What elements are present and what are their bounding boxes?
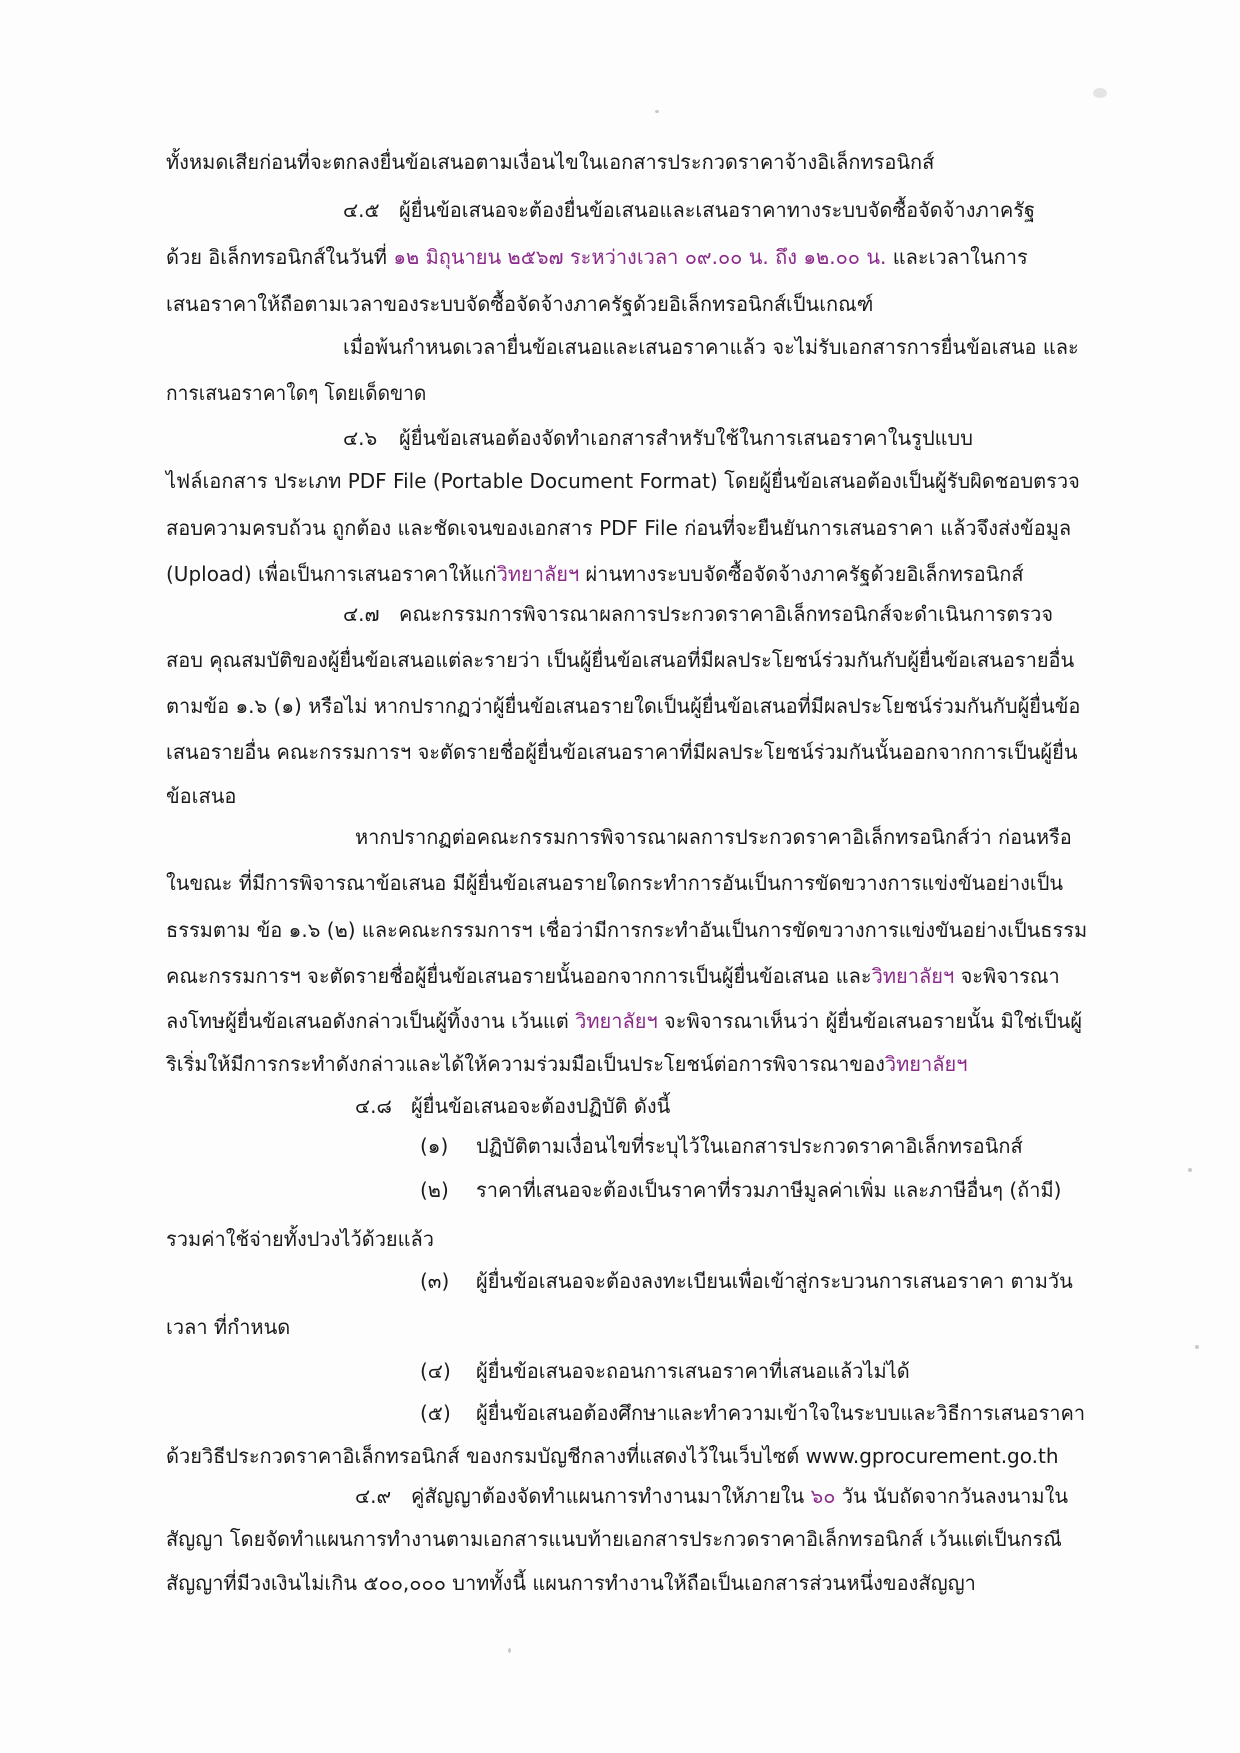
clause-number: ๔.๖ — [343, 426, 378, 450]
paragraph-line-p10 — [166, 560, 1024, 588]
paragraph-line-p2 — [343, 196, 1035, 224]
paragraph-line-p7 — [343, 424, 973, 452]
paragraph-line-p13 — [166, 692, 1080, 720]
body-text: สอบ คุณสมบัติของผู้ยื่นข้อเสนอแต่ละรายว่า เป็นผู้ยื่นข้อเสนอที่มีผลประโยชน์ร่วมกันกับผู้ยื่นข้อเสนอรายอื่น — [166, 648, 1075, 672]
body-text: สอบความครบถ้วน ถูกต้อง และชัดเจนของเอกสาร PDF File ก่อนที่จะยืนยันการเสนอราคา แล้วจึงส่งข้อมูล — [166, 516, 1072, 540]
paragraph-line-p19 — [166, 962, 1060, 990]
body-text: ไฟล์เอกสาร ประเภท PDF File (Portable Document Format) โดยผู้ยื่นข้อเสนอต้องเป็นผู้รับผิดชอบตรวจ — [166, 469, 1080, 493]
paragraph-line-p4 — [166, 290, 873, 318]
body-text: รวมค่าใช้จ่ายทั้งปวงไว้ด้วยแล้ว — [166, 1227, 435, 1251]
body-text: ด้วย อิเล็กทรอนิกส์ในวันที่ — [166, 245, 394, 269]
sub-item-number: (๕) — [420, 1401, 451, 1425]
paragraph-line-p18 — [166, 916, 1087, 944]
body-text: ผู้ยื่นข้อเสนอต้องศึกษาและทำความเข้าใจในระบบและวิธีการเสนอราคา — [476, 1401, 1086, 1425]
body-text: ตามข้อ ๑.๖ (๑) หรือไม่ หากปรากฏว่าผู้ยื่นข้อเสนอรายใดเป็นผู้ยื่นข้อเสนอที่มีผลประโยชน์ร่วมกันกับผู้ยื่นข้อ — [166, 694, 1081, 718]
highlighted-text: วิทยาลัยฯ — [884, 1052, 968, 1076]
scan-speck — [1093, 88, 1107, 98]
scan-speck — [1188, 1168, 1192, 1172]
clause-number: ๔.๕ — [343, 198, 380, 222]
clause-number: ๔.๗ — [343, 602, 380, 626]
paragraph-line-p27 — [166, 1313, 290, 1341]
paragraph-line-p30 — [166, 1442, 1059, 1470]
paragraph-line-p23 — [420, 1132, 1023, 1160]
highlighted-text: วิทยาลัยฯ — [575, 1009, 658, 1033]
body-text: สัญญา โดยจัดทำแผนการทำงานตามเอกสารแนบท้ายเอกสารประกวดราคาอิเล็กทรอนิกส์ เว้นแต่เป็นกรณี — [166, 1527, 1062, 1551]
body-text: คณะกรรมการพิจารณาผลการประกวดราคาอิเล็กทรอนิกส์จะดำเนินการตรวจ — [399, 602, 1054, 626]
body-text: ผู้ยื่นข้อเสนอจะถอนการเสนอราคาที่เสนอแล้วไม่ได้ — [476, 1359, 910, 1383]
paragraph-line-p3 — [166, 243, 1028, 271]
paragraph-line-p24 — [420, 1176, 1061, 1204]
paragraph-line-p32 — [166, 1525, 1062, 1553]
paragraph-line-p9 — [166, 514, 1071, 542]
body-text: เมื่อพ้นกำหนดเวลายื่นข้อเสนอและเสนอราคาแล้ว จะไม่รับเอกสารการยื่นข้อเสนอ และ — [343, 335, 1079, 359]
sub-item-number: (๑) — [420, 1134, 449, 1158]
body-text: สัญญาที่มีวงเงินไม่เกิน ๕๐๐,๐๐๐ บาททั้งนี้ แผนการทำงานให้ถือเป็นเอกสารส่วนหนึ่งของสัญญา — [166, 1571, 976, 1595]
paragraph-line-p12 — [166, 646, 1074, 674]
paragraph-line-p16 — [355, 823, 1072, 851]
paragraph-line-p8 — [166, 467, 1080, 495]
body-text: วัน นับถัดจากวันลงนามใน — [835, 1484, 1069, 1508]
body-text: ธรรมตาม ข้อ ๑.๖ (๒) และคณะกรรมการฯ เชื่อว่ามีการกระทำอันเป็นการขัดขวางการแข่งขันอย่างเป็นธรรม — [166, 918, 1088, 942]
body-text: จะพิจารณาเห็นว่า ผู้ยื่นข้อเสนอรายนั้น มิใช่เป็นผู้ — [657, 1009, 1083, 1033]
paragraph-line-p26 — [420, 1267, 1073, 1295]
paragraph-line-p29 — [420, 1399, 1085, 1427]
sub-item-number: (๒) — [420, 1178, 449, 1202]
body-text: ผู้ยื่นข้อเสนอต้องจัดทำเอกสารสำหรับใช้ในการเสนอราคาในรูปแบบ — [399, 426, 973, 450]
body-text: ปฏิบัติตามเงื่อนไขที่ระบุไว้ในเอกสารประกวดราคาอิเล็กทรอนิกส์ — [476, 1134, 1023, 1158]
scan-speck — [655, 110, 659, 113]
sub-item-number: (๓) — [420, 1269, 450, 1293]
body-text: ในขณะ ที่มีการพิจารณาข้อเสนอ มีผู้ยื่นข้อเสนอรายใดกระทำการอันเป็นการขัดขวางการแข่งขันอย่างเป็น — [166, 871, 1064, 895]
paragraph-line-p28 — [420, 1357, 910, 1385]
paragraph-line-p22 — [355, 1092, 670, 1120]
paragraph-line-p17 — [166, 869, 1063, 897]
scan-speck — [508, 1648, 511, 1653]
scan-speck — [1195, 1345, 1199, 1349]
body-text: ผ่านทางระบบจัดซื้อจัดจ้างภาครัฐด้วยอิเล็กทรอนิกส์ — [579, 562, 1024, 586]
paragraph-line-p1 — [166, 148, 934, 176]
paragraph-line-p21 — [166, 1050, 967, 1078]
highlighted-text: ๑๒ มิถุนายน ๒๕๖๗ ระหว่างเวลา ๐๙.๐๐ น. ถึง ๑๒.๐๐ น. — [393, 245, 887, 269]
paragraph-line-p25 — [166, 1225, 434, 1253]
body-text: ราคาที่เสนอจะต้องเป็นราคาที่รวมภาษีมูลค่าเพิ่ม และภาษีอื่นๆ (ถ้ามี) — [476, 1178, 1062, 1202]
body-text: เสนอราคาให้ถือตามเวลาของระบบจัดซื้อจัดจ้างภาครัฐด้วยอิเล็กทรอนิกส์เป็นเกณฑ์ — [166, 292, 874, 316]
highlighted-text: ๖๐ — [810, 1484, 836, 1508]
body-text: คณะกรรมการฯ จะตัดรายชื่อผู้ยื่นข้อเสนอรายนั้นออกจากการเป็นผู้ยื่นข้อเสนอ และ — [166, 964, 872, 988]
body-text: (Upload) เพื่อเป็นการเสนอราคาให้แก่ — [166, 562, 497, 586]
highlighted-text: วิทยาลัยฯ — [871, 964, 955, 988]
body-text: ริเริ่มให้มีการกระทำดังกล่าวและได้ให้ความร่วมมือเป็นประโยชน์ต่อการพิจารณาของ — [166, 1052, 885, 1076]
paragraph-line-p33 — [166, 1569, 976, 1597]
clause-number: ๔.๘ — [355, 1094, 392, 1118]
paragraph-line-p31 — [355, 1482, 1068, 1510]
paragraph-line-p15 — [166, 782, 236, 810]
body-text: ด้วยวิธีประกวดราคาอิเล็กทรอนิกส์ ของกรมบัญชีกลางที่แสดงไว้ในเว็บไซต์ www.gprocurement.go.th — [166, 1444, 1059, 1468]
clause-number: ๔.๙ — [355, 1484, 392, 1508]
body-text: ผู้ยื่นข้อเสนอจะต้องปฏิบัติ ดังนี้ — [411, 1094, 671, 1118]
body-text: เวลา ที่กำหนด — [166, 1315, 291, 1339]
body-text: หากปรากฏต่อคณะกรรมการพิจารณาผลการประกวดราคาอิเล็กทรอนิกส์ว่า ก่อนหรือ — [355, 825, 1072, 849]
sub-item-number: (๔) — [420, 1359, 451, 1383]
paragraph-line-p5 — [343, 333, 1079, 361]
body-text: ข้อเสนอ — [166, 784, 237, 808]
body-text: ทั้งหมดเสียก่อนที่จะตกลงยื่นข้อเสนอตามเงื่อนไขในเอกสารประกวดราคาจ้างอิเล็กทรอนิกส์ — [166, 150, 935, 174]
paragraph-line-p14 — [166, 738, 1078, 766]
body-text: คู่สัญญาต้องจัดทำแผนการทำงานมาให้ภายใน — [411, 1484, 811, 1508]
body-text: ผู้ยื่นข้อเสนอจะต้องลงทะเบียนเพื่อเข้าสู่กระบวนการเสนอราคา ตามวัน — [476, 1269, 1073, 1293]
body-text: และเวลาในการ — [886, 245, 1028, 269]
highlighted-text: วิทยาลัยฯ — [496, 562, 580, 586]
body-text: เสนอรายอื่น คณะกรรมการฯ จะตัดรายชื่อผู้ยื่นข้อเสนอราคาที่มีผลประโยชน์ร่วมกันนั้นออกจากการเป็นผู้ยื่น — [166, 740, 1078, 764]
paragraph-line-p20 — [166, 1007, 1082, 1035]
body-text: ลงโทษผู้ยื่นข้อเสนอดังกล่าวเป็นผู้ทิ้งงาน เว้นแต่ — [166, 1009, 576, 1033]
body-text: การเสนอราคาใดๆ โดยเด็ดขาด — [166, 381, 427, 405]
body-text: ผู้ยื่นข้อเสนอจะต้องยื่นข้อเสนอและเสนอราคาทางระบบจัดซื้อจัดจ้างภาครัฐ — [399, 198, 1036, 222]
paragraph-line-p11 — [343, 600, 1053, 628]
paragraph-line-p6 — [166, 379, 426, 407]
body-text: จะพิจารณา — [954, 964, 1060, 988]
